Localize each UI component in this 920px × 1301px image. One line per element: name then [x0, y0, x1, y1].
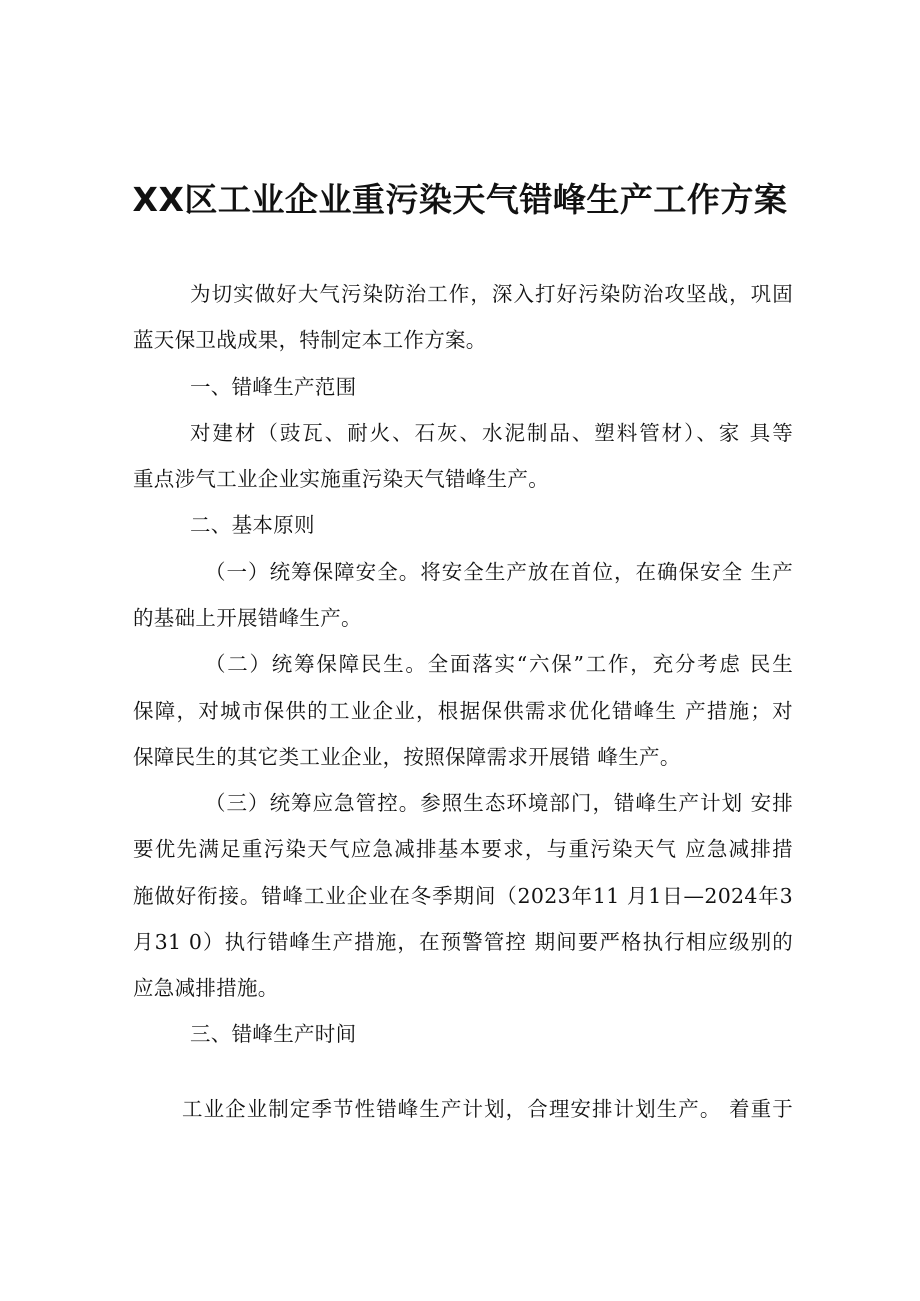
principle-2-line-3: 保障民生的其它类工业企业，按照保障需求开展错 峰生产。 — [133, 745, 681, 769]
paragraph-time-line-1: 工业企业制定季节性错峰生产计划，合理安排计划生产。 着重于 — [182, 1097, 793, 1121]
section-heading-1: 一、错峰生产范围 — [190, 375, 357, 399]
principle-3-line-2: 要优先满足重污染天气应急减排基本要求，与重污染天气 应急减排措 — [133, 837, 793, 861]
principle-2-line-1: （二）统筹保障民生。全面落实“六保”工作，充分考虑 民生 — [205, 652, 793, 676]
principle-1-line-2: 的基础上开展错峰生产。 — [133, 606, 362, 630]
paragraph-scope-line-1: 对建材（豉瓦、耐火、石灰、水泥制品、塑料管材）、家 具等 — [190, 421, 793, 445]
document-title: XX区工业企业重污染天气错峰生产工作方案 — [132, 180, 788, 219]
paragraph-intro-line-1: 为切实做好大气污染防治工作，深入打好污染防治攻坚战，巩固 — [190, 282, 793, 306]
principle-3-line-3: 施做好衔接。错峰工业企业在冬季期间（2023年11 月1日—2024年3 — [133, 884, 793, 908]
principle-3-line-1: （三）统筹应急管控。参照生态环境部门，错峰生产计划 安排 — [205, 791, 793, 815]
principle-1-line-1: （一）统筹保障安全。将安全生产放在首位，在确保安全 生产 — [205, 560, 793, 584]
section-heading-3: 三、错峰生产时间 — [190, 1022, 357, 1046]
paragraph-intro-line-2: 蓝天保卫战成果，特制定本工作方案。 — [133, 328, 487, 352]
principle-3-line-5: 应急减排措施。 — [133, 976, 279, 1000]
principle-2-line-2: 保障，对城市保供的工业企业，根据保供需求优化错峰生 产措施；对 — [133, 699, 793, 723]
section-heading-2: 二、基本原则 — [190, 513, 315, 537]
principle-3-line-4: 月31 0）执行错峰生产措施，在预警管控 期间要严格执行相应级别的 — [133, 930, 793, 954]
paragraph-scope-line-2: 重点涉气工业企业实施重污染天气错峰生产。 — [133, 467, 549, 491]
